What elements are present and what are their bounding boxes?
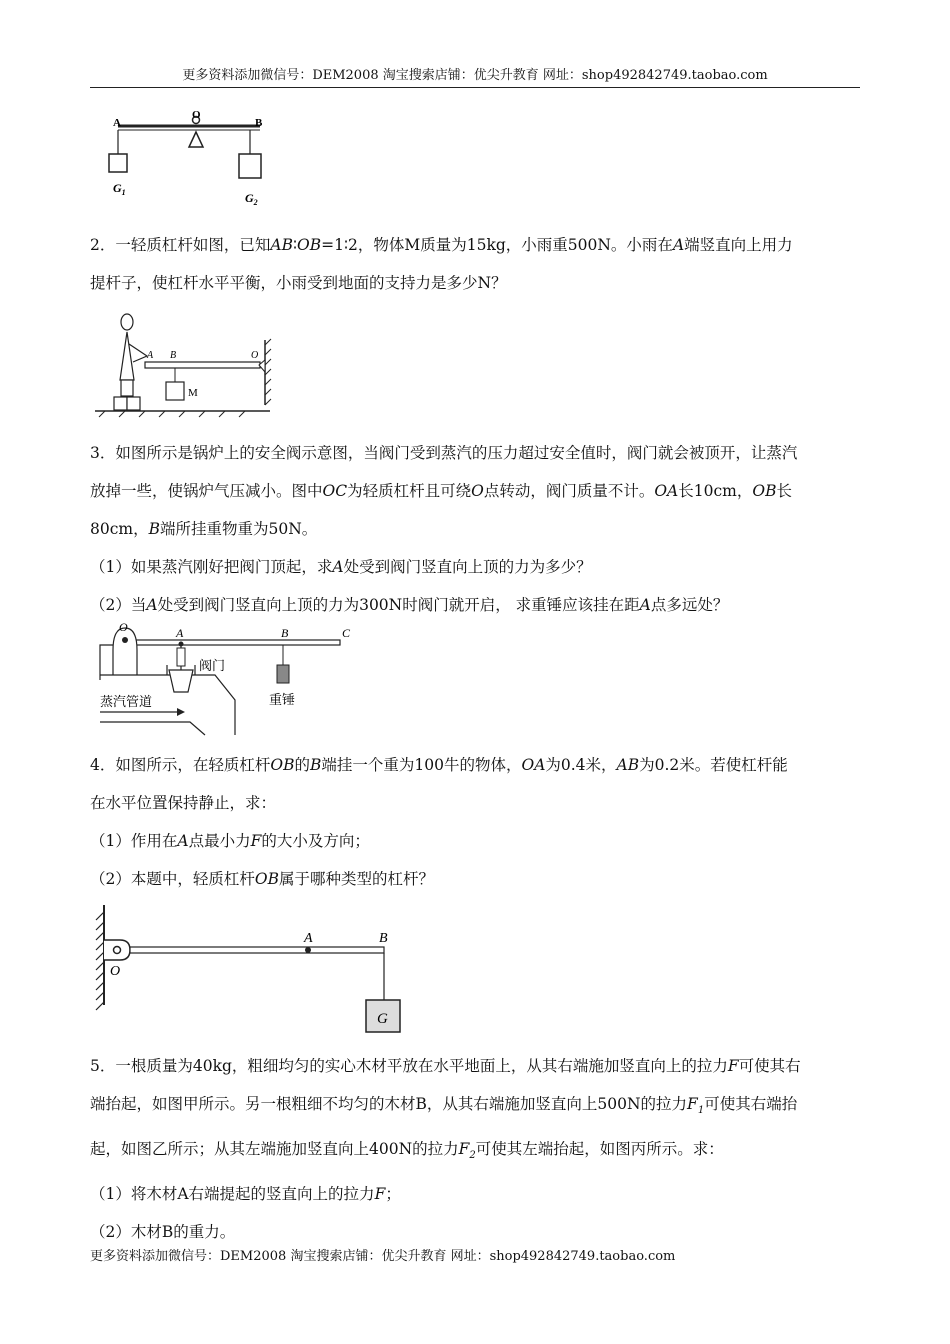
page-footer: 更多资料添加微信号：DEM2008 淘宝搜索店铺：优尖升教育 网址：shop492842749.taobao.com bbox=[90, 1249, 676, 1264]
weight-g1 bbox=[109, 154, 127, 172]
label-b: B bbox=[170, 350, 177, 361]
pipe-wall-right bbox=[205, 675, 235, 735]
valve-joint bbox=[179, 642, 184, 647]
label-o: O bbox=[110, 964, 121, 979]
wall-hatch bbox=[265, 339, 271, 405]
label-c: C bbox=[342, 626, 351, 640]
label-g1-sub: 1 bbox=[121, 188, 126, 197]
point-a bbox=[305, 947, 311, 953]
label-valve: 阀门 bbox=[199, 658, 226, 673]
question-5: 5．一根质量为40kg，粗细均匀的实心木材平放在水平地面上，从其右端施加竖直向上的拉力F可使其右 端抬起，如图甲所示。另一根粗细不均匀的木材B，从其右端施加竖直向上500N的拉力$F_1$可使其右端抬 起，如图乙所示；从其左端施加竖直向上400N的拉力$F_2$可使其左端抬起，如图丙所示。求： （1）将木材A右端提起的竖直向上的拉力F； （2）木材B的重力。 bbox=[90, 1057, 801, 1242]
figure-lever-balance bbox=[100, 110, 280, 210]
header-divider bbox=[90, 87, 860, 88]
person-foot-right bbox=[127, 397, 140, 410]
fulcrum-triangle bbox=[189, 132, 203, 147]
label-g1: G bbox=[113, 181, 122, 195]
question-3: 3．如图所示是锅炉上的安全阀示意图，当阀门受到蒸汽的压力超过安全值时，阀门就会被顶开，让蒸汽 放掉一些，使锅炉气压减小。图中OC为轻质杠杆且可绕O点转动，阀门质量不计。OA长10cm，OB长 80cm，B端所挂重物重为50N。 （1）如果蒸汽刚好把阀门顶起，求A处受到阀门竖直向上顶的力为多少？ （2）当A处受到阀门竖直向上顶的力为300N时阀门就开启， 求重锤应该挂在距A点多远处？ bbox=[90, 444, 798, 614]
label-a: A bbox=[147, 350, 154, 361]
person-arm bbox=[129, 344, 147, 362]
person-foot-left bbox=[114, 397, 127, 410]
question-2: 2．一轻质杠杆如图，已知AB∶OB=1∶2，物体M质量为15kg，小雨重500N。小雨在A端竖直向上用力 提杆子，使杠杆水平平衡，小雨受到地面的支持力是多少N？ bbox=[90, 236, 793, 292]
person-head bbox=[121, 314, 133, 330]
svg-text:G1 bbox=[113, 181, 126, 197]
label-o: O bbox=[251, 350, 259, 361]
label-b: B bbox=[379, 931, 388, 946]
label-g2: G bbox=[245, 191, 254, 205]
label-a: A bbox=[176, 626, 184, 640]
label-weight: 重锤 bbox=[269, 692, 296, 707]
valve-stem bbox=[177, 648, 185, 666]
lever-bar bbox=[145, 362, 260, 368]
person-body bbox=[120, 332, 134, 380]
valve-plug bbox=[169, 670, 193, 692]
weight-g2 bbox=[239, 154, 261, 178]
label-o: O bbox=[192, 109, 201, 121]
pipe-wall-bottom bbox=[100, 722, 205, 735]
steam-arrowhead bbox=[177, 708, 185, 716]
heavy-weight bbox=[277, 665, 289, 683]
object-m bbox=[166, 382, 184, 400]
label-g: G bbox=[377, 1011, 388, 1027]
figure-wall-lever bbox=[90, 900, 420, 1040]
label-b: B bbox=[255, 117, 263, 129]
label-b: B bbox=[281, 626, 289, 640]
label-o: O bbox=[119, 620, 128, 634]
label-pipe: 蒸汽管道 bbox=[100, 694, 153, 709]
ground-hatch bbox=[99, 411, 245, 417]
lever-ob bbox=[130, 947, 384, 953]
lever-oc bbox=[125, 640, 340, 645]
wall-hatch bbox=[96, 912, 104, 1010]
label-m: M bbox=[188, 387, 198, 399]
label-g2-sub: 2 bbox=[253, 198, 258, 207]
pivot-o bbox=[114, 947, 121, 954]
person-legs bbox=[121, 380, 133, 396]
pivot-support bbox=[113, 628, 137, 675]
label-a: A bbox=[113, 117, 121, 129]
question-4: 4．如图所示，在轻质杠杆OB的B端挂一个重为100牛的物体，OA为0.4米，AB为0.2米。若使杠杆能 在水平位置保持静止，求： （1）作用在A点最小力F的大小及方向； （2）本题中，轻质杠杆OB属于哪种类型的杠杆？ bbox=[90, 756, 788, 888]
page-header: 更多资料添加微信号：DEM2008 淘宝搜索店铺：优尖升教育 网址：shop492842749.taobao.com bbox=[182, 68, 768, 83]
svg-text:G2 bbox=[245, 191, 258, 207]
figure-safety-valve bbox=[95, 620, 365, 740]
pivot-o bbox=[122, 637, 128, 643]
label-a: A bbox=[304, 931, 313, 946]
figure-person-lever bbox=[95, 310, 295, 420]
